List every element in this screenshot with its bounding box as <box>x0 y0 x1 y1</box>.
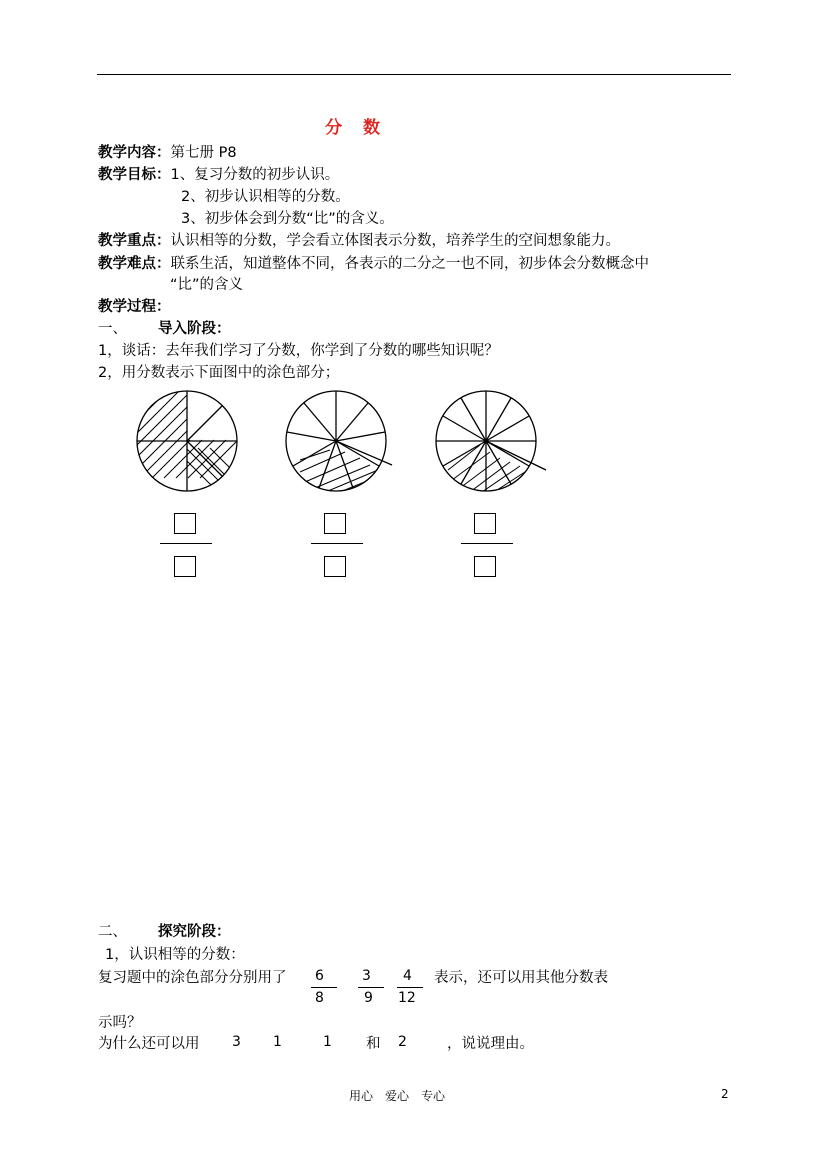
why-text: 为什么还可以用 <box>98 1036 200 1052</box>
why-number: 3 <box>232 1034 241 1050</box>
difficulty-value: 联系生活，知道整体不同，各表示的二分之一也不同，初步体会分数概念中 <box>170 256 649 272</box>
denominator-answer-box[interactable] <box>324 556 346 577</box>
fraction-numerator: 4 <box>403 968 412 984</box>
equal-fraction-text-cont: 示吗？ <box>98 1015 142 1031</box>
numerator-answer-box[interactable] <box>324 513 346 534</box>
content-value: 第七册 P8 <box>170 145 237 161</box>
fraction-denominator: 8 <box>315 990 324 1006</box>
process-label: 教学过程： <box>98 299 171 315</box>
why-end: ，说说理由。 <box>447 1036 534 1052</box>
focus-label: 教学重点： <box>98 233 171 249</box>
goal-item: 3、初步体会到分数“比”的含义。 <box>181 211 394 227</box>
fraction-numerator: 3 <box>362 968 371 984</box>
difficulty-label: 教学难点： <box>98 256 171 272</box>
why-and: 和 <box>366 1036 381 1052</box>
equal-fraction-text-after: 表示，还可以用其他分数表 <box>434 970 608 986</box>
fraction-bar <box>461 543 513 544</box>
goal-item: 2、初步认识相等的分数。 <box>181 189 350 205</box>
circle-twelfths <box>436 391 546 492</box>
equal-fraction-text: 复习题中的涂色部分分别用了 <box>98 970 287 986</box>
numerator-answer-box[interactable] <box>174 513 196 534</box>
goals-label: 教学目标： <box>98 167 171 183</box>
fraction-denominator: 12 <box>398 990 416 1006</box>
fraction-numerator: 6 <box>315 968 324 984</box>
stage2-heading-num: 二、 <box>98 924 127 940</box>
fraction-bar <box>358 987 384 988</box>
goal-item: 1、复习分数的初步认识。 <box>170 167 340 183</box>
content-label: 教学内容： <box>98 145 171 161</box>
stage2-item-1: 1，认识相等的分数： <box>105 947 245 963</box>
numerator-answer-box[interactable] <box>474 513 496 534</box>
circle-ninths <box>286 391 392 492</box>
stage1-heading: 导入阶段： <box>158 321 231 337</box>
question-1: 1，谈话：去年我们学习了分数，你学到了分数的哪些知识呢？ <box>98 343 499 359</box>
stage1-heading-num: 一、 <box>98 321 127 337</box>
fraction-bar <box>160 543 212 544</box>
denominator-answer-box[interactable] <box>474 556 496 577</box>
why-number: 1 <box>273 1034 282 1050</box>
fraction-denominator: 9 <box>364 990 373 1006</box>
fraction-bar <box>311 543 363 544</box>
stage2-heading: 探究阶段： <box>158 924 231 940</box>
footer-text: 用心 爱心 专心 <box>349 1089 446 1103</box>
denominator-answer-box[interactable] <box>174 556 196 577</box>
difficulty-value-cont: “比”的含义 <box>170 277 244 293</box>
page-title: 分 数 <box>325 118 382 138</box>
fraction-bar <box>311 987 337 988</box>
why-number: 1 <box>323 1034 332 1050</box>
why-number: 2 <box>398 1034 407 1050</box>
focus-value: 认识相等的分数，学会看立体图表示分数，培养学生的空间想象能力。 <box>170 233 620 249</box>
question-2: 2，用分数表示下面图中的涂色部分； <box>98 365 340 381</box>
circle-eighths <box>130 342 240 494</box>
page-number: 2 <box>721 1087 729 1101</box>
fraction-bar <box>397 987 423 988</box>
